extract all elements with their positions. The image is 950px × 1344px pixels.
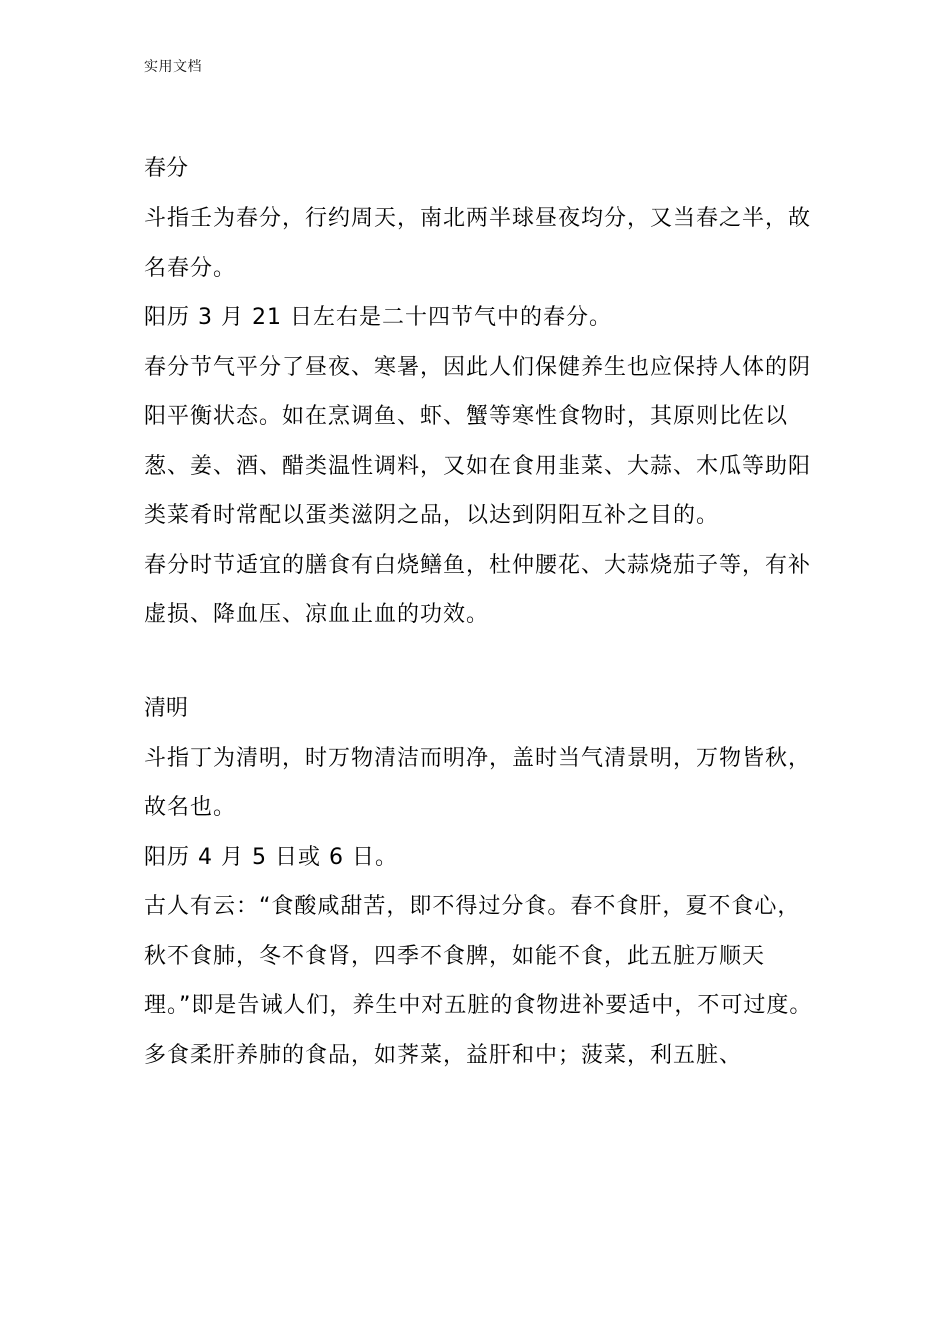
section-title: 春分: [144, 156, 189, 181]
document-body: [144, 150, 814, 1080]
paragraph: 古人有云：“食酸咸甜苦，即不得过分食。春不食肝，夏不食心，秋不食肺，冬不食肾，四季不食脾，如能不食，此五脏万顺天理。”即是告诫人们，养生中对五脏的食物进补要适中，不可过度。: [144, 894, 813, 1018]
paragraph: 春分节气平分了昼夜、寒暑，因此人们保健养生也应保持人体的阴阳平衡状态。如在烹调鱼、虾、蟹等寒性食物时，其原则比佐以葱、姜、酒、醋类温性调料，又如在食用韭菜、大蒜、木瓜等助阳类菜肴时常配以蛋类滋阴之品，以达到阴阳互补之目的。: [144, 354, 812, 528]
paragraph: 多食柔肝养肺的食品，如荠菜，益肝和中；菠菜，利五脏、: [144, 1042, 743, 1068]
paragraph: 斗指丁为清明，时万物清洁而明净，盖时当气清景明，万物皆秋，故名也。: [144, 745, 812, 820]
paragraph: 阳历 4 月 5 日或 6 日。: [144, 844, 398, 870]
section-qingming: [144, 690, 814, 1081]
section-title: 清明: [144, 695, 189, 721]
paragraph: 斗指壬为春分，行约周天，南北两半球昼夜均分，又当春之半，故名春分。: [144, 206, 812, 281]
page-header: 实用文档: [144, 59, 202, 75]
paragraph: 春分时节适宜的膳食有白烧鳝鱼，杜仲腰花、大蒜烧茄子等，有补虚损、降血压、凉血止血的功效。: [144, 552, 812, 627]
section-chunfen: [144, 150, 814, 640]
paragraph: 阳历 3 月 21 日左右是二十四节气中的春分。: [144, 305, 612, 330]
